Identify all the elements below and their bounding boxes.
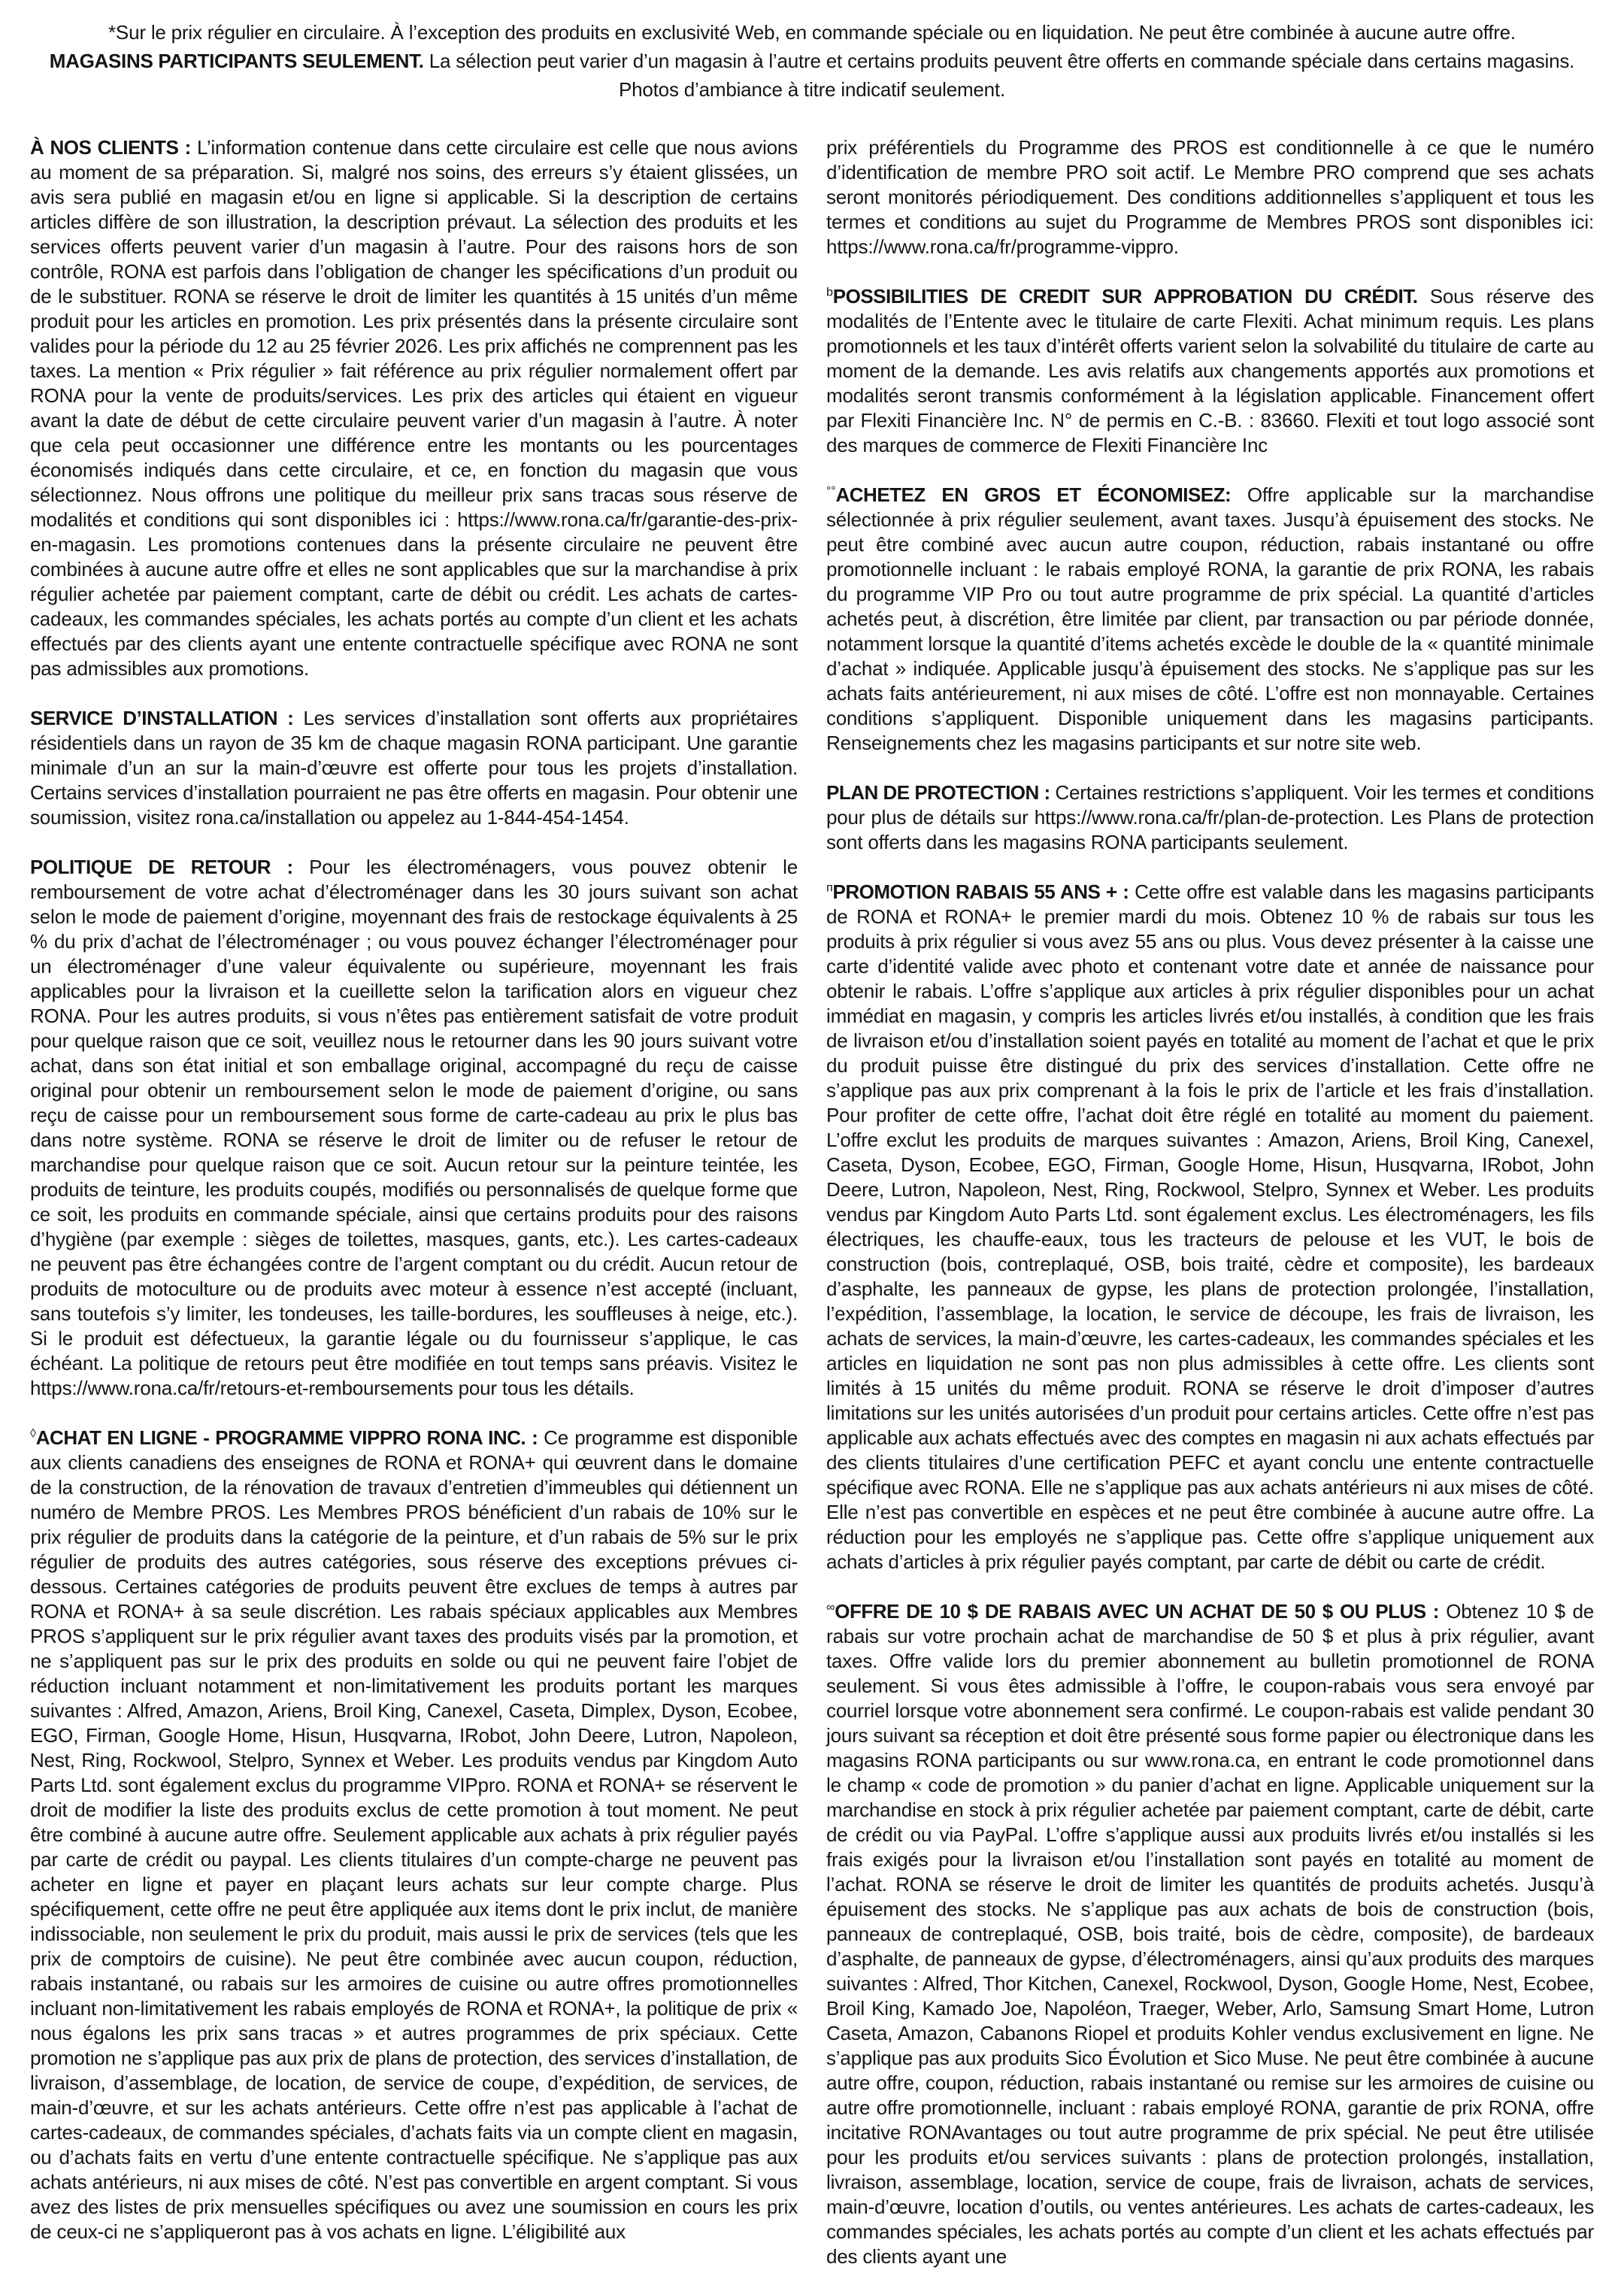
paragraph-text: prix préférentiels du Programme des PROS est conditionnelle à ce que le numéro d’identification de membre PRO soit actif. Le Membre PRO comprend que ses achats seront monitorés périodiquement. Des conditions additionnelles s’appliquent et tous les termes et conditions au sujet du Programme de Membres PROS sont disponibles ici: https://www.rona.ca/fr/programme-vippro. xyxy=(826,136,1594,258)
legal-paragraph-right-5 xyxy=(826,880,1594,1574)
footnote-symbol: ᴨ xyxy=(826,880,833,895)
legal-paragraph-left-3 xyxy=(30,855,798,1401)
legal-paragraph-left-1 xyxy=(30,135,798,681)
paragraph-text: Cette offre est valable dans les magasins participants de RONA et RONA+ le premier mardi du mois. Obtenez 10 % de rabais sur tous les produits à prix régulier si vous avez 55 ans ou plus. Vous devez présenter à la caisse une carte d’identité valide avec photo et contenant votre date et année de naissance pour obtenir le rabais. L’offre s’applique aux articles à prix régulier disponibles pour un achat immédiat en magasin, y compris les articles livrés et/ou installés, à condition que les frais de livraison et/ou d’installation soient payés en totalité au moment de l’achat et que le prix du produit puisse être distingué du prix des services d’installation. Cette offre ne s’applique pas aux prix comprenant à la fois le prix de l’article et les frais d’installation. Pour profiter de cette offre, l’achat doit être réglé en totalité au moment du paiement. L’offre exclut les produits de marques suivantes : Amazon, Ariens, Broil King, Canexel, Caseta, Dyson, Ecobee, EGO, Firman, Google Home, Hisun, Husqvarna, IRobot, John Deere, Lutron, Napoleon, Nest, Ring, Rockwool, Stelpro, Synnex et Weber. Les produits vendus par Kingdom Auto Parts Ltd. sont également exclus. Les électroménagers, les fils électriques, les chauffe-eaux, tous les tracteurs de pelouse et les VUT, le bois de construction (bois, contreplaqué, OSB, bois traité, cèdre et composite), les bardeaux d’asphalte, les panneaux de gypse, les plans de protection prolongée, l’installation, l’expédition, l’assemblage, la location, le service de découpe, les frais de livraison, les achats de services, la main-d’œuvre, les cartes-cadeaux, les commandes spéciales et les articles en liquidation ne sont pas non plus admissibles à cette offre. Les clients sont limités à 15 unités du même produit. RONA se réserve le droit d’imposer d’autres limitations sur les unités autorisées d’un produit pour certains articles. Cette offre n’est pas applicable aux achats effectués avec des comptes en magasin ni aux achats effectués par des clients titulaires d’une certification PEFC et ayant conclu une entente contractuelle spécifique avec RONA. Elle ne s’applique pas aux achats antérieurs ni aux mises de côté. Elle n’est pas convertible en espèces et ne peut être combinée à aucune autre offre. La réduction pour les employés ne s’applique pas. Cette offre s’applique uniquement aux achats d’articles à prix régulier payés comptant, par carte de débit ou carte de crédit. xyxy=(826,880,1594,1573)
legal-columns xyxy=(0,135,1624,2294)
paragraph-text: Les services d’installation sont offerts aux propriétaires résidentiels dans un rayon de 35 km de chaque magasin RONA participant. Une garantie minimale d’un an sur la main-d’œuvre est offerte pour tous les projets d’installation. Certains services d’installation pourraient ne pas être offerts en magasin. Pour obtenir une soumission, visitez rona.ca/installation ou appelez au 1-844-454-1454. xyxy=(30,707,798,829)
paragraph-text: Pour les électroménagers, vous pouvez obtenir le remboursement de votre achat d’électroménager dans les 30 jours suivant son achat selon le mode de paiement d’origine, moyennant des frais de restockage équivalents à 25 % du prix d’achat de l’électroménager ; ou vous pouvez échanger l’électroménager pour un électroménager d’une valeur équivalente ou supérieure, moyennant les frais applicables pour la livraison et la cueillette selon la tarification alors en vigueur chez RONA. Pour les autres produits, si vous n’êtes pas entièrement satisfait de votre produit pour quelque raison que ce soit, veuillez nous le retourner dans les 90 jours suivant votre achat, dans son état initial et son emballage original, accompagné du reçu de caisse original pour obtenir un remboursement selon le mode de paiement d’origine, ou sans reçu de caisse pour un remboursement sous forme de carte-cadeau au prix le plus bas dans notre système. RONA se réserve le droit de limiter ou de refuser le retour de marchandise pour quelque raison que ce soit. Aucun retour sur la peinture teintée, les produits de teinture, les produits coupés, modifiés ou personnalisés de quelque forme que ce soit, les produits en commande spéciale, ainsi que certains produits pour des raisons d’hygiène (par exemple : sièges de toilettes, masques, gants, etc.). Les cartes-cadeaux ne peuvent pas être échangées contre de l’argent comptant ou du crédit. Aucun retour de produits de motoculture ou de produits avec moteur à essence n’est accepté (incluant, sans toutefois s’y limiter, les tondeuses, les taille-bordures, les souffleuses à neige, etc.). Si le produit est défectueux, la garantie légale ou du fournisseur s’applique, le cas échéant. La politique de retours peut être modifiée en tout temps sans préavis. Visitez le https://www.rona.ca/fr/retours-et-remboursements pour tous les détails. xyxy=(30,856,798,1399)
paragraph-text: Ce programme est disponible aux clients canadiens des enseignes de RONA et RONA+ qui œuvrent dans le domaine de la construction, de la rénovation de travaux d’entretien d’immeubles qui détiennent un numéro de Membre PROS. Les Membres PROS bénéficient d’un rabais de 10% sur le prix régulier de produits dans la catégorie de la peinture, et d’un rabais de 5% sur le prix régulier de produits des autres catégories, sous réserve des exceptions prévues ci-dessous. Certaines catégories de produits peuvent être exclues de temps à autres par RONA et RONA+ à sa seule discrétion. Les rabais spéciaux applicables aux Membres PROS s’appliquent sur le prix régulier avant taxes des produits visés par la promotion, et ne s’appliquent pas sur le prix des produits en solde ou qui ne peuvent faire l’objet de réduction incluant notamment et non-limitativement les produits portant les marques suivantes : Alfred, Amazon, Ariens, Broil King, Canexel, Caseta, Dimplex, Dyson, Ecobee, EGO, Firman, Google Home, Hisun, Husqvarna, IRobot, John Deere, Lutron, Napoleon, Nest, Ring, Rockwool, Stelpro, Synnex et Weber. Les produits vendus par Kingdom Auto Parts Ltd. sont également exclus du programme VIPpro. RONA et RONA+ se réservent le droit de modifier la liste des produits exclus de cette promotion à tout moment. Ne peut être combiné à aucune autre offre. Seulement applicable aux achats à prix régulier payés par carte de crédit ou paypal. Les clients titulaires d’un compte-charge ne peuvent pas acheter en ligne et payer en plaçant leurs achats sur leur compte charge. Plus spécifiquement, cette offre ne peut être appliquée aux items dont le prix inclut, de manière indissociable, non seulement le prix du produit, mais aussi le prix de services (tels que les prix de comptoirs de cuisine). Ne peut être combinée avec aucun coupon, réduction, rabais instantané, ou rabais sur les armoires de cuisine ou autre offres promotionnelles incluant non-limitativement les rabais employés de RONA et RONA+, la politique de prix « nous égalons les prix sans tracas » et autres programmes de prix spéciaux. Cette promotion ne s’applique pas aux prix de plans de protection, des services d’installation, de livraison, d’assemblage, de location, de service de coupe, d’expédition, de services, de main-d’œuvre, et sur les achats antérieurs. Cette offre n’est pas applicable à l’achat de cartes-cadeaux, de commandes spéciales, d’achats faits via un compte client en magasin, ou d’achats faits en vertu d’une entente contractuelle spécifique. Ne s’applique pas aux achats antérieurs, ni aux mises de côté. N’est pas convertible en argent comptant. Si vous avez des listes de prix mensuelles spécifiques ou avez une soumission en cours les prix de ceux-ci ne s’appliqueront pas à vos achats en ligne. L’éligibilité aux xyxy=(30,1426,798,2243)
paragraph-text: Obtenez 10 $ de rabais sur votre prochain achat de marchandise de 50 $ et plus à prix régulier, avant taxes. Offre valide lors du premier abonnement au bulletin promotionnel de RONA seulement. Si vous êtes admissible à l’offre, le coupon-rabais vous sera envoyé par courriel lorsque votre abonnement sera confirmé. Le coupon-rabais est valide pendant 30 jours suivant sa réception et doit être présenté sous forme papier ou électronique dans les magasins RONA participants ou sur www.rona.ca, en entrant le code promotionnel dans le champ « code de promotion » du panier d’achat en ligne. Applicable uniquement sur la marchandise en stock à prix régulier achetée par paiement comptant, carte de débit, carte de crédit ou via PayPal. L’offre s’applique aussi aux produits livrés et/ou installés si les frais exigés pour la livraison et/ou l’installation sont payés en totalité au moment de l’achat. RONA se réserve le droit de limiter les quantités de produits achetés. Jusqu’à épuisement des stocks. Ne s’applique pas aux achats de bois de construction (bois, panneaux de contreplaqué, OSB, bois traité, bois de cèdre, composite), de bardeaux d’asphalte, de panneaux de gypse, d’électroménagers, ainsi qu’aux produits des marques suivantes : Alfred, Thor Kitchen, Canexel, Rockwool, Dyson, Google Home, Nest, Ecobee, Broil King, Kamado Joe, Napoléon, Traeger, Weber, Arlo, Samsung Smart Home, Lutron Caseta, Amazon, Cabanons Riopel et produits Kohler vendus exclusivement en ligne. Ne s’applique pas aux produits Sico Évolution et Sico Muse. Ne peut être combinée à aucune autre offre, coupon, réduction, rabais instantané ou remise sur les armoires de cuisine ou autre offre promotionnelle, incluant : rabais employé RONA, garantie de prix RONA, offre incitative RONAvantages ou tout autre programme de prix spécial. Ne peut être utilisée pour les produits et/ou services suivants : plans de protection prolongés, installation, livraison, assemblage, location, service de coupe, frais de livraison, achats de services, main-d’œuvre, location d’outils, ou ventes antérieures. Les achats de cartes-cadeaux, les commandes spéciales, les achats portés au compte d’un client et les achats effectués par des clients ayant une xyxy=(826,1600,1594,2268)
disclaimer-line-1: *Sur le prix régulier en circulaire. À l’exception des produits en exclusivité Web, en commande spéciale ou en liquidation. Ne peut être combinée à aucune autre offre. xyxy=(108,21,1516,44)
legal-paragraph-right-3 xyxy=(826,483,1594,756)
legal-paragraph-left-4 xyxy=(30,1426,798,2244)
footnote-symbol: ◊ xyxy=(30,1426,36,1441)
disclaimer-line-2-rest: La sélection peut varier d’un magasin à l’autre et certains produits peuvent être offerts en commande spéciale dans certains magasins. xyxy=(423,50,1575,72)
disclaimer-line-3: Photos d’ambiance à titre indicatif seulement. xyxy=(619,78,1005,101)
paragraph-text: Offre applicable sur la marchandise sélectionnée à prix régulier seulement, avant taxes. Jusqu’à épuisement des stocks. Ne peut être combiné avec aucun autre coupon, réduction, rabais instantané ou offre promotionnelle incluant : le rabais employé RONA, la garantie de prix RONA, les rabais du programme VIP Pro ou tout autre programme de prix spécial. La quantité d’articles achetés peut, à discrétion, être limitée par client, par transaction ou par période donnée, notamment lorsque la quantité d’items achetés excède le double de la « quantité minimale d’achat » indiquée. Applicable jusqu’à épuisement des stocks. Ne s’applique pas sur les achats faits antérieurement, ni aux mises de côté. L’offre est non monnayable. Certaines conditions s’appliquent. Disponible uniquement dans les magasins participants. Renseignements chez les magasins participants et sur notre site web. xyxy=(826,483,1595,754)
paragraph-heading: PROMOTION RABAIS 55 ANS + : xyxy=(832,880,1135,903)
paragraph-text: Sous réserve des modalités de l’Entente avec le titulaire de carte Flexiti. Achat minimum requis. Les plans promotionnels et les taux d’intérêt offerts varient selon la solvabilité du titulaire de carte au moment de la demande. Les avis relatifs aux changements apportés aux promotions et modalités seront transmis conformément à la législation applicable. Financement offert par Flexiti Financière Inc. N° de permis en C.-B. : 83660. Flexiti et tout logo associé sont des marques de commerce de Flexiti Financière Inc xyxy=(826,285,1594,456)
legal-column-right xyxy=(826,135,1594,2294)
paragraph-heading: SERVICE D’INSTALLATION : xyxy=(30,707,304,729)
paragraph-heading: ACHAT EN LIGNE - PROGRAMME VIPPRO RONA INC. : xyxy=(35,1426,544,1449)
legal-paragraph-left-2 xyxy=(30,706,798,830)
top-disclaimer xyxy=(0,0,1624,104)
footnote-symbol: ∞ xyxy=(826,1600,835,1614)
paragraph-text: L’information contenue dans cette circulaire est celle que nous avions au moment de sa préparation. Si, malgré nos soins, des erreurs s’y étaient glissées, un avis sera publié en magasin et/ou en ligne si applicable. Si la description de certains articles diffère de son illustration, la description prévaut. La sélection des produits et les services offerts peuvent varier d’un magasin à l’autre. Pour des raisons hors de son contrôle, RONA est parfois dans l’obligation de changer les spécifications d’un produit ou de le substituer. RONA se réserve le droit de limiter les quantités à 15 unités d’un même produit pour les articles en promotion. Les prix présentés dans la présente circulaire sont valides pour la période du 12 au 25 février 2026. Les prix affichés ne comprennent pas les taxes. La mention « Prix régulier » fait référence au prix régulier normalement offert par RONA pour la vente de produits/services. Les prix des articles qui étaient en vigueur avant la date de début de cette circulaire peuvent varier d’un magasin à l’autre. À noter que cela peut occasionner une différence entre les montants ou les pourcentages économisés indiqués dans cette circulaire, et ce, en fonction du magasin que vous sélectionnez. Nous offrons une politique du meilleur prix sans tracas sous réserve de modalités et conditions qui sont disponibles ici : https://www.rona.ca/fr/garantie-des-prix-en-magasin. Les promotions contenues dans la présente circulaire ne peuvent être combinées à aucune autre offre et elles ne sont applicables que sur la marchandise à prix régulier achetée par paiement comptant, carte de débit ou crédit. Les achats de cartes-cadeaux, les commandes spéciales, les achats portés au compte d’un client et les achats effectués par des clients ayant une entente contractuelle spécifique avec RONA ne sont pas admissibles aux promotions. xyxy=(30,136,798,680)
paragraph-heading: OFFRE DE 10 $ DE RABAIS AVEC UN ACHAT DE 50 $ OU PLUS : xyxy=(835,1600,1447,1623)
legal-paragraph-right-2 xyxy=(826,284,1594,458)
paragraph-heading: POLITIQUE DE RETOUR : xyxy=(30,856,310,878)
paragraph-heading: ACHETEZ EN GROS ET ÉCONOMISEZ: xyxy=(835,483,1247,506)
disclaimer-line-2-bold: MAGASINS PARTICIPANTS SEULEMENT. xyxy=(49,50,424,72)
footnote-symbol: °° xyxy=(826,483,836,498)
disclaimer-line-2 xyxy=(18,47,1606,75)
paragraph-heading: PLAN DE PROTECTION : xyxy=(826,781,1056,804)
legal-paragraph-right-6 xyxy=(826,1599,1594,2269)
paragraph-heading: À NOS CLIENTS : xyxy=(30,136,197,159)
legal-paragraph-right-1 xyxy=(826,135,1594,259)
legal-paragraph-right-4 xyxy=(826,780,1594,855)
footnote-symbol: b xyxy=(826,285,833,299)
paragraph-heading: POSSIBILITIES DE CREDIT SUR APPROBATION DU CRÉDIT. xyxy=(832,285,1430,308)
paragraph-text: Certaines restrictions s’appliquent. Voir les termes et conditions pour plus de détails sur https://www.rona.ca/fr/plan-de-protection. Les Plans de protection sont offerts dans les magasins RONA participants seulement. xyxy=(826,781,1594,853)
legal-column-left xyxy=(30,135,798,2294)
